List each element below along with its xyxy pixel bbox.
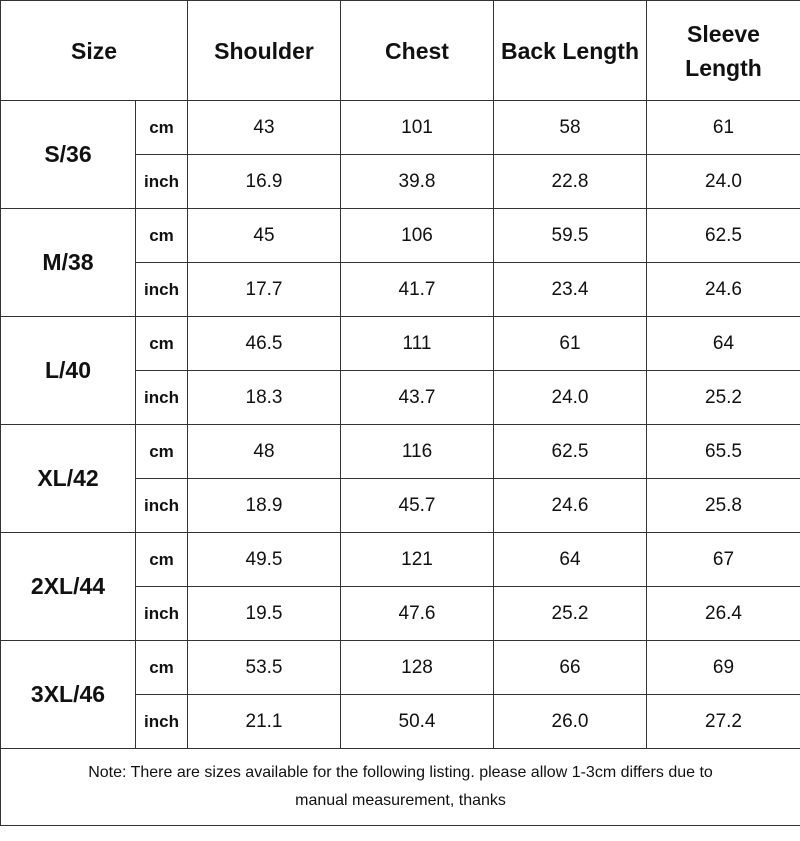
header-sleeve-length-line1: Sleeve (687, 20, 760, 47)
back-length-value: 23.4 (494, 263, 647, 317)
unit-inch: inch (136, 479, 188, 533)
back-length-value: 24.0 (494, 371, 647, 425)
unit-inch: inch (136, 263, 188, 317)
size-label: XL/42 (1, 425, 136, 533)
header-back-length: Back Length (494, 1, 647, 101)
chest-value: 45.7 (341, 479, 494, 533)
unit-inch: inch (136, 155, 188, 209)
chest-value: 128 (341, 641, 494, 695)
sleeve-length-value: 65.5 (647, 425, 800, 479)
size-label: L/40 (1, 317, 136, 425)
size-label: S/36 (1, 101, 136, 209)
table-row-cm (1, 533, 800, 587)
sleeve-length-value: 25.8 (647, 479, 800, 533)
sleeve-length-value: 64 (647, 317, 800, 371)
table-row-cm (1, 317, 800, 371)
header-size: Size (1, 1, 188, 101)
header-row (1, 1, 800, 101)
note-row (1, 749, 800, 826)
size-label: 2XL/44 (1, 533, 136, 641)
chest-value: 43.7 (341, 371, 494, 425)
table-row-cm (1, 425, 800, 479)
sleeve-length-value: 26.4 (647, 587, 800, 641)
back-length-value: 66 (494, 641, 647, 695)
table-row-cm (1, 641, 800, 695)
chest-value: 50.4 (341, 695, 494, 749)
note-line-1: Note: There are sizes available for the following listing. please allow 1-3cm differs due to (88, 764, 713, 781)
shoulder-value: 43 (188, 101, 341, 155)
unit-cm: cm (136, 209, 188, 263)
sleeve-length-value: 25.2 (647, 371, 800, 425)
unit-cm: cm (136, 317, 188, 371)
size-label: 3XL/46 (1, 641, 136, 749)
shoulder-value: 18.9 (188, 479, 341, 533)
chest-value: 116 (341, 425, 494, 479)
note-text (1, 749, 800, 826)
back-length-value: 22.8 (494, 155, 647, 209)
unit-inch: inch (136, 695, 188, 749)
back-length-value: 58 (494, 101, 647, 155)
sleeve-length-value: 61 (647, 101, 800, 155)
header-chest: Chest (341, 1, 494, 101)
sleeve-length-value: 69 (647, 641, 800, 695)
shoulder-value: 17.7 (188, 263, 341, 317)
shoulder-value: 21.1 (188, 695, 341, 749)
back-length-value: 25.2 (494, 587, 647, 641)
shoulder-value: 16.9 (188, 155, 341, 209)
shoulder-value: 49.5 (188, 533, 341, 587)
shoulder-value: 19.5 (188, 587, 341, 641)
sleeve-length-value: 67 (647, 533, 800, 587)
chest-value: 39.8 (341, 155, 494, 209)
chest-value: 41.7 (341, 263, 494, 317)
sleeve-length-value: 24.6 (647, 263, 800, 317)
note-line-2: manual measurement, thanks (295, 792, 506, 809)
shoulder-value: 45 (188, 209, 341, 263)
chest-value: 47.6 (341, 587, 494, 641)
unit-cm: cm (136, 425, 188, 479)
back-length-value: 24.6 (494, 479, 647, 533)
back-length-value: 62.5 (494, 425, 647, 479)
shoulder-value: 46.5 (188, 317, 341, 371)
shoulder-value: 18.3 (188, 371, 341, 425)
chest-value: 106 (341, 209, 494, 263)
unit-inch: inch (136, 587, 188, 641)
header-sleeve-length-line2: Length (685, 54, 762, 81)
back-length-value: 26.0 (494, 695, 647, 749)
chest-value: 111 (341, 317, 494, 371)
size-label: M/38 (1, 209, 136, 317)
table-row-cm (1, 101, 800, 155)
sleeve-length-value: 62.5 (647, 209, 800, 263)
chest-value: 101 (341, 101, 494, 155)
back-length-value: 61 (494, 317, 647, 371)
back-length-value: 64 (494, 533, 647, 587)
shoulder-value: 53.5 (188, 641, 341, 695)
header-sleeve-length (647, 1, 800, 101)
unit-inch: inch (136, 371, 188, 425)
shoulder-value: 48 (188, 425, 341, 479)
sleeve-length-value: 27.2 (647, 695, 800, 749)
chest-value: 121 (341, 533, 494, 587)
back-length-value: 59.5 (494, 209, 647, 263)
sleeve-length-value: 24.0 (647, 155, 800, 209)
unit-cm: cm (136, 641, 188, 695)
unit-cm: cm (136, 101, 188, 155)
header-shoulder: Shoulder (188, 1, 341, 101)
unit-cm: cm (136, 533, 188, 587)
table-row-cm (1, 209, 800, 263)
